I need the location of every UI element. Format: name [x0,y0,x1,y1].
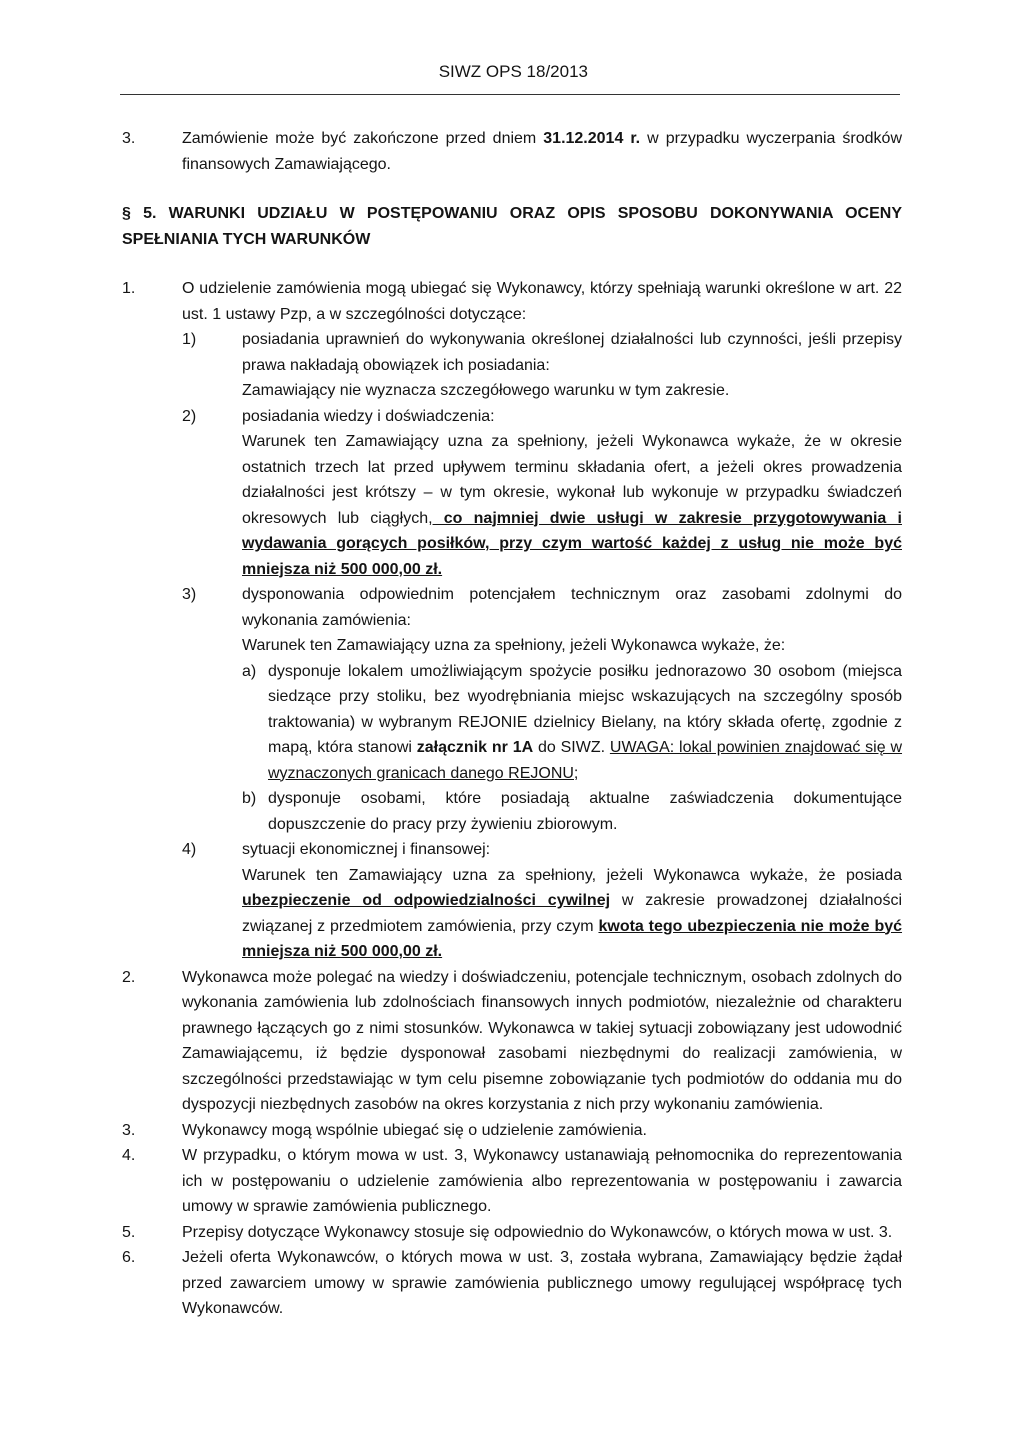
clause-5: 5. Przepisy dotyczące Wykonawcy stosuje się odpowiednio do Wykonawców, o których mowa w ust. 3. [122,1220,902,1246]
clause-3: 3. Wykonawcy mogą wspólnie ubiegać się o udzielenie zamówienia. [122,1118,902,1144]
clause-number: 6. [122,1249,136,1266]
condition-3a: a) dysponuje lokalem umożliwiającym spożycie posiłku jednorazowo 30 osobom (miejsca siedzące przy stoliku, bez wyodrębniania miejsc wskazujących na szczególny sposób traktowania) w wybranym REJONIE dzielnicy Bielany, na który składa ofertę, zgodnie z mapą, która stanowi załącznik nr 1A do SIWZ. UWAGA: lokal powinien znajdować się w wyznaczonych granicach danego REJONU; [242,659,902,787]
condition-number: 1) [182,331,197,348]
clause-2: 2. Wykonawca może polegać na wiedzy i doświadczeniu, potencjale technicznym, osobach zdolnych do wykonania zamówienia lub zdolnościach finansowych innych podmiotów, niezależnie od charakteru prawnego łączących go z nimi stosunków. Wykonawca w takiej sytuacji zobowiązany jest udowodnić Zamawiającemu, iż będzie dysponował zasobami niezbędnymi do realizacji zamówienia, w szczególności przedstawiając w tym celu pisemne zobowiązanie tych podmiotów do oddania mu do dyspozycji niezbędnych zasobów na okres korzystania z nich przy wykonaniu zamówienia. [122,965,902,1118]
condition-number: 4) [182,841,197,858]
document-body [122,126,902,1322]
page-header [120,62,900,95]
clause-number: 2. [122,968,136,986]
clause-6: 6. Jeżeli oferta Wykonawców, o których mowa w ust. 3, została wybrana, Zamawiający będzie żądał przed zawarciem umowy w sprawie zamówienia publicznego umowy regulującej współpracę tych Wykonawców. [122,1245,902,1322]
warning-note: UWAGA: lokal powinien znajdować się w wyznaczonych granicach danego REJONU; [268,739,903,782]
condition-4: 4) sytuacji ekonomicznej i finansowej: Warunek ten Zamawiający uzna za spełniony, jeżeli Wykonawca wykaże, że posiada ubezpieczenie od odpowiedzialności cywilnej w zakresie prowadzonej działalności związanej z przedmiotem zamówienia, przy czym kwota tego ubezpieczenia nie może być mniejsza niż 500 000,00 zł. [182,837,902,965]
paragraph-number: 3. [122,130,136,147]
emphasis-amount: kwota tego ubezpieczenia nie może być mniejsza niż 500 000,00 zł. [242,917,903,960]
letter-marker: a) [242,662,257,680]
condition-1: 1) posiadania uprawnień do wykonywania określonej działalności lub czynności, jeśli przepisy prawa nakładają obowiązek ich posiadania: Zamawiający nie wyznacza szczegółowego warunku w tym zakresie. [182,327,902,404]
clause-number: 5. [122,1223,136,1241]
condition-requirement: Warunek ten Zamawiający uzna za spełniony, jeżeli Wykonawca wykaże, że w okresie ostatnich trzech lat przed upływem terminu składania ofert, a jeżeli okres prowadzenia działalności jest krótszy – w tym okresie, wykonał lub wykonuje w przypadku świadczeń okresowych lub ciągłych, co najmniej dwie usługi w zakresie przygotowywania i wydawania gorących posiłków, przy czym wartość każdej z usług nie może być mniejsza niż 500 000,00 zł. [242,433,902,578]
clause-number: 3. [122,1121,136,1139]
section-heading: § 5. WARUNKI UDZIAŁU W POSTĘPOWANIU ORAZ OPIS SPOSOBU DOKONYWANIA OCENY SPEŁNIANIA TYCH WARUNKÓW [122,205,902,248]
clause-number: 4. [122,1147,136,1164]
letter-marker: b) [242,790,257,807]
condition-3: 3) dysponowania odpowiednim potencjałem technicznym oraz zasobami zdolnymi do wykonania zamówienia: Warunek ten Zamawiający uzna za spełniony, jeżeli Wykonawca wykaże, że: a) dysponuje lokalem umożliwiającym spożycie posiłku jednorazowo 30 osobom (miejsca siedzące przy stoliku, bez wyodrębniania miejsc wskazujących na szczególny sposób traktowania) w wybranym REJONIE dzielnicy Bielany, na który składa ofertę, zgodnie z mapą, która stanowi załącznik nr 1A do SIWZ. UWAGA: lokal powinien znajdować się w wyznaczonych granicach danego REJONU; b) dysponuje osobami, które posiadają aktualne zaświadczenia dokumentujące dopuszczenie do pracy przy żywieniu zbiorowym. [182,582,902,837]
deadline-date: 31.12.2014 r. [543,130,641,147]
clause-intro: O udzielenie zamówienia mogą ubiegać się Wykonawcy, którzy spełniają warunki określone w art. 22 ust. 1 ustawy Pzp, a w szczególności dotyczące: [182,280,902,323]
emphasis-insurance: ubezpieczenie od odpowiedzialności cywilnej [242,892,611,909]
clause-number: 1. [122,280,136,297]
condition-number: 3) [182,586,197,603]
condition-requirement: Warunek ten Zamawiający uzna za spełniony, jeżeli Wykonawca wykaże, że posiada ubezpieczenie od odpowiedzialności cywilnej w zakresie prowadzonej działalności związanej z przedmiotem zamówienia, przy czym kwota tego ubezpieczenia nie może być mniejsza niż 500 000,00 zł. [242,866,903,960]
condition-3b: b) dysponuje osobami, które posiadają aktualne zaświadczenia dokumentujące dopuszczenie do pracy przy żywieniu zbiorowym. [242,786,902,837]
paragraph-3: 3. Zamówienie może być zakończone przed dniem 31.12.2014 r. w przypadku wyczerpania środków finansowych Zamawiającego. [122,126,902,177]
clause-1 [122,276,902,965]
clause-4: 4. W przypadku, o którym mowa w ust. 3, Wykonawcy ustanawiają pełnomocnika do reprezentowania ich w postępowaniu o udzielenie zamówienia albo reprezentowania w postępowaniu i zawarcia umowy w sprawie zamówienia publicznego. [122,1143,902,1220]
condition-note: Zamawiający nie wyznacza szczegółowego warunku w tym zakresie. [242,382,730,399]
header-divider [120,94,900,95]
attachment-reference: załącznik nr 1A [416,739,534,756]
condition-number: 2) [182,407,197,425]
emphasis-requirement: co najmniej dwie usługi w zakresie przygotowywania i wydawania gorących posiłków, przy czym wartość każdej z usług nie może być mniejsza niż 500 000,00 zł. [242,509,902,578]
document-reference: SIWZ OPS 18/2013 [438,62,588,81]
condition-2: 2) posiadania wiedzy i doświadczenia: Warunek ten Zamawiający uzna za spełniony, jeżeli Wykonawca wykaże, że w okresie ostatnich trzech lat przed upływem terminu składania ofert, a jeżeli okres prowadzenia działalności jest krótszy – w tym okresie, wykonał lub wykonuje w przypadku świadczeń okresowych lub ciągłych, co najmniej dwie usługi w zakresie przygotowywania i wydawania gorących posiłków, przy czym wartość każdej z usług nie może być mniejsza niż 500 000,00 zł. [182,404,902,583]
